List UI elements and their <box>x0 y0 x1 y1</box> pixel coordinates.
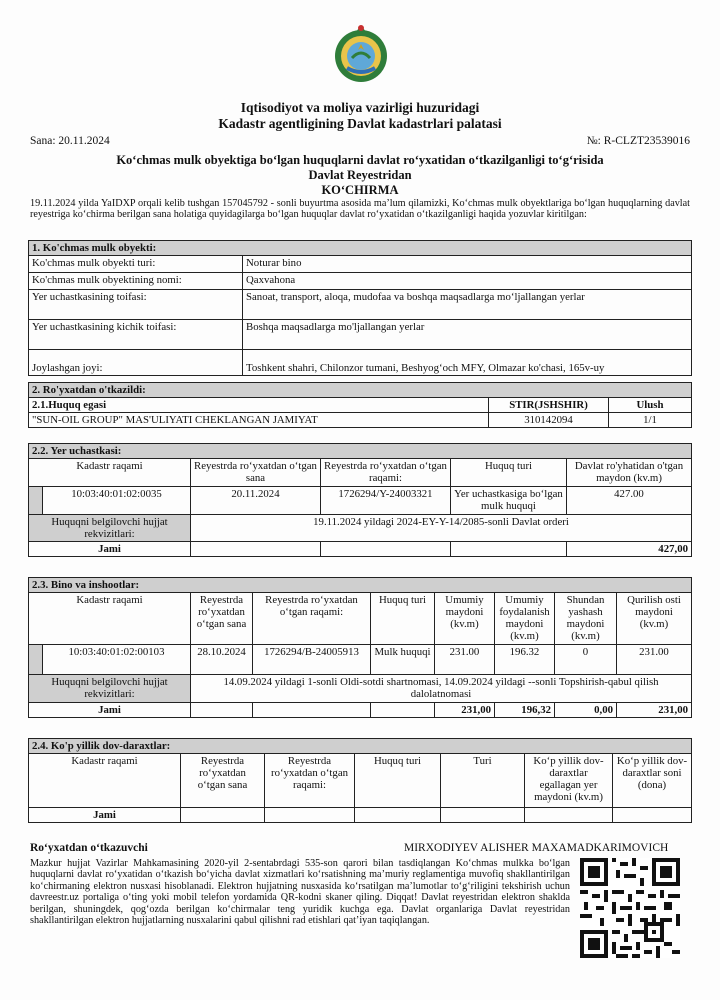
owner-stir: 310142094 <box>489 413 609 428</box>
field-label: Yer uchastkasining kichik toifasi: <box>29 320 243 350</box>
doc-title-line2: Davlat Reyestridan <box>308 168 412 182</box>
table-cell: 427.00 <box>567 487 692 515</box>
table-cell: 20.11.2024 <box>191 487 321 515</box>
total-label: Jami <box>29 542 191 557</box>
doc-title-line3: KOʻCHIRMA <box>321 183 399 197</box>
agency-title-line1: Iqtisodiyot va moliya vazirligi huzuridagi <box>240 100 480 115</box>
table-cell: Mulk huquqi <box>371 645 435 675</box>
document-number: №: R-CLZT23539016 <box>586 135 690 147</box>
field-label: Ko'chmas mulk obyektining nomi: <box>29 273 243 290</box>
table-cell: 10:03:40:01:02:0035 <box>43 487 191 515</box>
section-1-heading: 1. Ko'chmas mulk obyekti: <box>29 241 692 256</box>
owner-share: 1/1 <box>609 413 692 428</box>
intro-paragraph: 19.11.2024 yilda YaIDXP orqali kelib tushgan 157045792 - sonli buyurtma asosida maʼlum qilamizki, Koʻchmas mulk obyektlariga boʻlgan huquqlarning davlat reyestriga koʻchirma berilgan sana holatiga quyidagilarga boʻlgan huquqlar davlat roʻyxatidan oʻtkazilganligi haqida yozuvlar kiritilgan: <box>30 198 690 221</box>
total-value: 0,00 <box>555 703 617 718</box>
section-2-3-table <box>28 577 692 718</box>
document-date: Sana: 20.11.2024 <box>30 135 110 147</box>
doc-requisites-value: 19.11.2024 yildagi 2024-EY-Y-14/2085-sonli Davlat orderi <box>191 515 692 542</box>
column-header: Kadastr raqami <box>29 459 191 487</box>
section-2-4-heading: 2.4. Ko'p yillik dov-daraxtlar: <box>29 739 692 754</box>
table-cell: 28.10.2024 <box>191 645 253 675</box>
table-cell: 231.00 <box>617 645 692 675</box>
column-header: Koʻp yillik dov-daraxtlar egallagan yer maydoni (kv.m) <box>525 754 613 808</box>
row-marker <box>29 487 43 515</box>
registrar-name: MIRXODIYEV ALISHER MAXAMADKARIMOVICH <box>404 842 669 854</box>
column-header: Huquq turi <box>371 593 435 645</box>
column-header: Reyestrda roʻyxatdan oʻtgan sana <box>181 754 265 808</box>
column-header: Koʻp yillik dov-daraxtlar soni (dona) <box>613 754 692 808</box>
state-emblem-icon <box>330 22 392 88</box>
total-value: 231,00 <box>617 703 692 718</box>
total-label: Jami <box>29 703 191 718</box>
field-value: Boshqa maqsadlarga mo'ljallangan yerlar <box>243 320 692 350</box>
empty-cell <box>191 542 321 557</box>
column-header: Davlat ro'yhatidan o'tgan maydon (kv.m) <box>567 459 692 487</box>
section-2-table <box>28 382 692 428</box>
column-header: Reyestrda roʻyxatdan oʻtgan sana <box>191 459 321 487</box>
empty-cell <box>253 703 371 718</box>
column-header: Umumiy foydalanish maydoni (kv.m) <box>495 593 555 645</box>
empty-cell <box>441 808 525 823</box>
registrar-role: Roʻyxatdan oʻtkazuvchi <box>30 842 148 854</box>
empty-cell <box>181 808 265 823</box>
table-cell: 1726294/Y-24003321 <box>321 487 451 515</box>
section-2-4-table <box>28 738 692 823</box>
empty-cell <box>371 703 435 718</box>
column-header: Huquq turi <box>355 754 441 808</box>
column-header: Kadastr raqami <box>29 593 191 645</box>
column-header: Shundan yashash maydoni (kv.m) <box>555 593 617 645</box>
field-value: Toshkent shahri, Chilonzor tumani, Beshyogʻoch MFY, Olmazar ko'chasi, 165v-uy <box>243 350 692 376</box>
table-cell: 10:03:40:01:02:00103 <box>43 645 191 675</box>
table-cell: 196.32 <box>495 645 555 675</box>
section-2-3-heading: 2.3. Bino va inshootlar: <box>29 578 692 593</box>
total-value: 231,00 <box>435 703 495 718</box>
owner-name: "SUN-OIL GROUP" MAS'ULIYATI CHEKLANGAN JAMIYAT <box>29 413 489 428</box>
doc-requisites-value: 14.09.2024 yildagi 1-sonli Oldi-sotdi shartnomasi, 14.09.2024 yildagi --sonli Topshirish-qabul qilish dalolatnomasi <box>191 675 692 703</box>
column-header: Umumiy maydoni (kv.m) <box>435 593 495 645</box>
field-label: Ko'chmas mulk obyekti turi: <box>29 256 243 273</box>
stir-header: STIR(JSHSHIR) <box>489 398 609 413</box>
empty-cell <box>321 542 451 557</box>
section-1-table <box>28 240 692 376</box>
field-value: Qaxvahona <box>243 273 692 290</box>
field-value: Noturar bino <box>243 256 692 273</box>
column-header: Kadastr raqami <box>29 754 181 808</box>
column-header: Reyestrda roʻyxatdan oʻtgan raqami: <box>265 754 355 808</box>
legal-footer: Mazkur hujjat Vazirlar Mahkamasining 2020-yil 2-sentabrdagi 535-son qarori bilan tasdiqlangan Koʻchmas mulkka boʻlgan huquqlarni davlat roʻyxatidan oʻtkazish boʻyicha davlat xizmatlari koʻrsatishning maʼmuriy reglamentiga muvofiq shakllantirilgan koʻchirmaning elektron nusxasi hisoblanadi. Elektron hujjatning nusxasida koʻrsatilgan maʼlumotlar toʻgʻriligini tekshirish uchun davreestr.uz portaliga oʻting yoki mobil telefon yordamida QR-kodni skaner qiling. Diqqat! Davlat reyestridan elektron shaklda berilgan, shuningdek, qogʻozda berilgan koʻchirmalar teng yuridik kuchga ega. Davlat organlariga Davlat reyestridan shakllantirilgan elektron hujjatlarning nusxalarini qabul qilishni rad etishlari qatʼiyan taqiqlangan. <box>30 858 570 927</box>
field-label: Joylashgan joyi: <box>29 350 243 376</box>
table-cell: 231.00 <box>435 645 495 675</box>
table-cell: 1726294/B-24005913 <box>253 645 371 675</box>
doc-title-line1: Koʻchmas mulk obyektiga boʻlgan huquqlarni davlat roʻyxatidan oʻtkazilganligi toʻgʻrisida <box>116 153 604 167</box>
empty-cell <box>525 808 613 823</box>
field-label: Yer uchastkasining toifasi: <box>29 290 243 320</box>
table-cell: Yer uchastkasiga boʻlgan mulk huquqi <box>451 487 567 515</box>
column-header: Reyestrda roʻyxatdan oʻtgan raqami: <box>321 459 451 487</box>
owner-subheading: 2.1.Huquq egasi <box>29 398 489 413</box>
doc-requisites-label: Huquqni belgilovchi hujjat rekvizitlari: <box>29 515 191 542</box>
agency-title-line2: Kadastr agentligining Davlat kadastrlari palatasi <box>218 116 502 131</box>
field-value: Sanoat, transport, aloqa, mudofaa va boshqa maqsadlarga moʻljallangan yerlar <box>243 290 692 320</box>
empty-cell <box>191 703 253 718</box>
empty-cell <box>355 808 441 823</box>
section-2-heading: 2. Ro'yxatdan o'tkazildi: <box>29 383 692 398</box>
empty-cell <box>451 542 567 557</box>
column-header: Qurilish osti maydoni (kv.m) <box>617 593 692 645</box>
qr-code-icon[interactable] <box>580 858 680 958</box>
column-header: Reyestrda roʻyxatdan oʻtgan raqami: <box>253 593 371 645</box>
section-2-2-table <box>28 443 692 557</box>
row-marker <box>29 645 43 675</box>
share-header: Ulush <box>609 398 692 413</box>
doc-requisites-label: Huquqni belgilovchi hujjat rekvizitlari: <box>29 675 191 703</box>
column-header: Turi <box>441 754 525 808</box>
table-cell: 0 <box>555 645 617 675</box>
total-label: Jami <box>29 808 181 823</box>
column-header: Reyestrda roʻyxatdan oʻtgan sana <box>191 593 253 645</box>
empty-cell <box>265 808 355 823</box>
column-header: Huquq turi <box>451 459 567 487</box>
total-value: 196,32 <box>495 703 555 718</box>
total-value: 427,00 <box>567 542 692 557</box>
empty-cell <box>613 808 692 823</box>
section-2-2-heading: 2.2. Yer uchastkasi: <box>29 444 692 459</box>
